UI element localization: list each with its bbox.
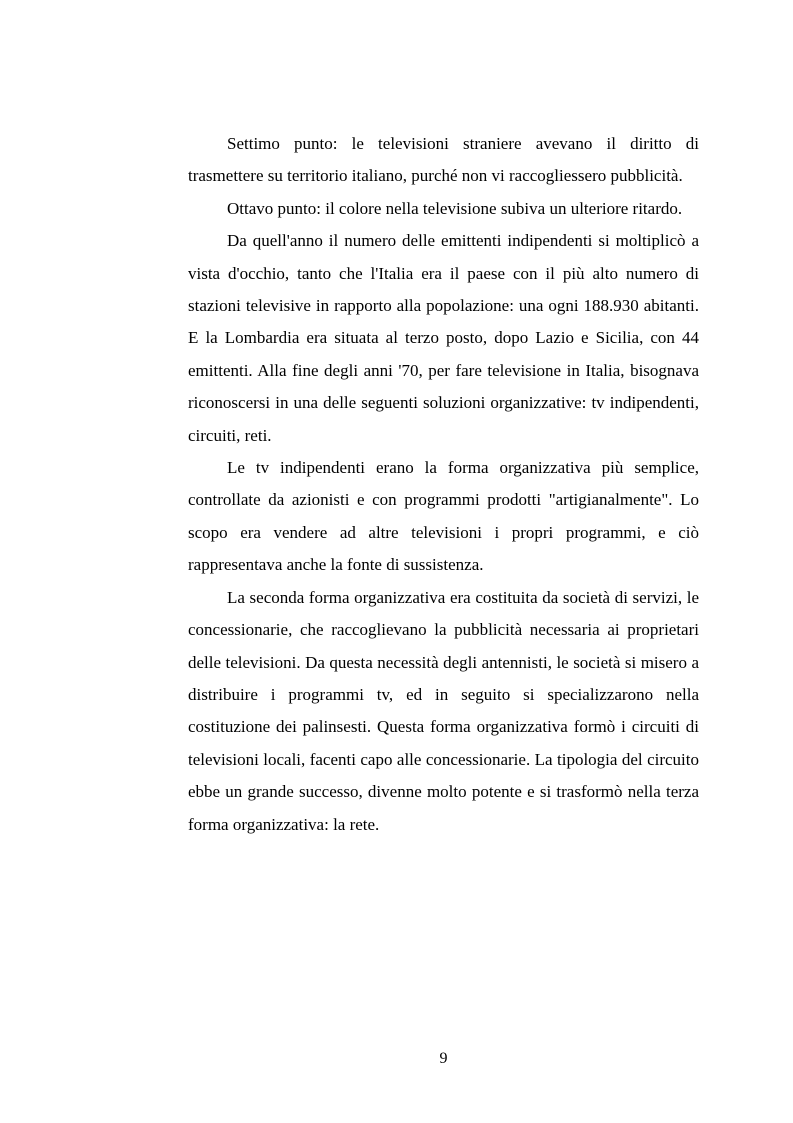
paragraph: La seconda forma organizzativa era costituita da società di servizi, le concessionarie, che raccoglievano la pubblicità necessaria ai proprietari delle televisioni. Da questa necessità degli antennisti, le società si misero a distribuire i programmi tv, ed in seguito si specializzarono nella costituzione dei palinsesti. Questa forma organizzativa formò i circuiti di televisioni locali, facenti capo alle concessionarie. La tipologia del circuito ebbe un grande successo, divenne molto potente e si trasformò nella terza forma organizzativa: la rete. <box>188 587 699 834</box>
paragraph: Settimo punto: le televisioni straniere avevano il diritto di trasmettere su territorio italiano, purché non vi raccogliessero pubblicità. <box>188 134 699 186</box>
paragraph: Ottavo punto: il colore nella televisione subiva un ulteriore ritardo. <box>227 198 683 218</box>
page-body <box>188 128 699 841</box>
paragraph: Da quell'anno il numero delle emittenti indipendenti si moltiplicò a vista d'occhio, tanto che l'Italia era il paese con il più alto numero di stazioni televisive in rapporto alla popolazione: una ogni 188.930 abitanti. E la Lombardia era situata al terzo posto, dopo Lazio e Sicilia, con 44 emittenti. Alla fine degli anni '70, per fare televisione in Italia, bisognava riconoscersi in una delle seguenti soluzioni organizzative: tv indipendenti, circuiti, reti. <box>188 231 699 445</box>
paragraph: Le tv indipendenti erano la forma organizzativa più semplice, controllate da azionisti e con programmi prodotti "artigianalmente". Lo scopo era vendere ad altre televisioni i propri programmi, e ciò rappresentava anche la fonte di sussistenza. <box>188 458 699 575</box>
page-number: 9 <box>439 1050 448 1067</box>
